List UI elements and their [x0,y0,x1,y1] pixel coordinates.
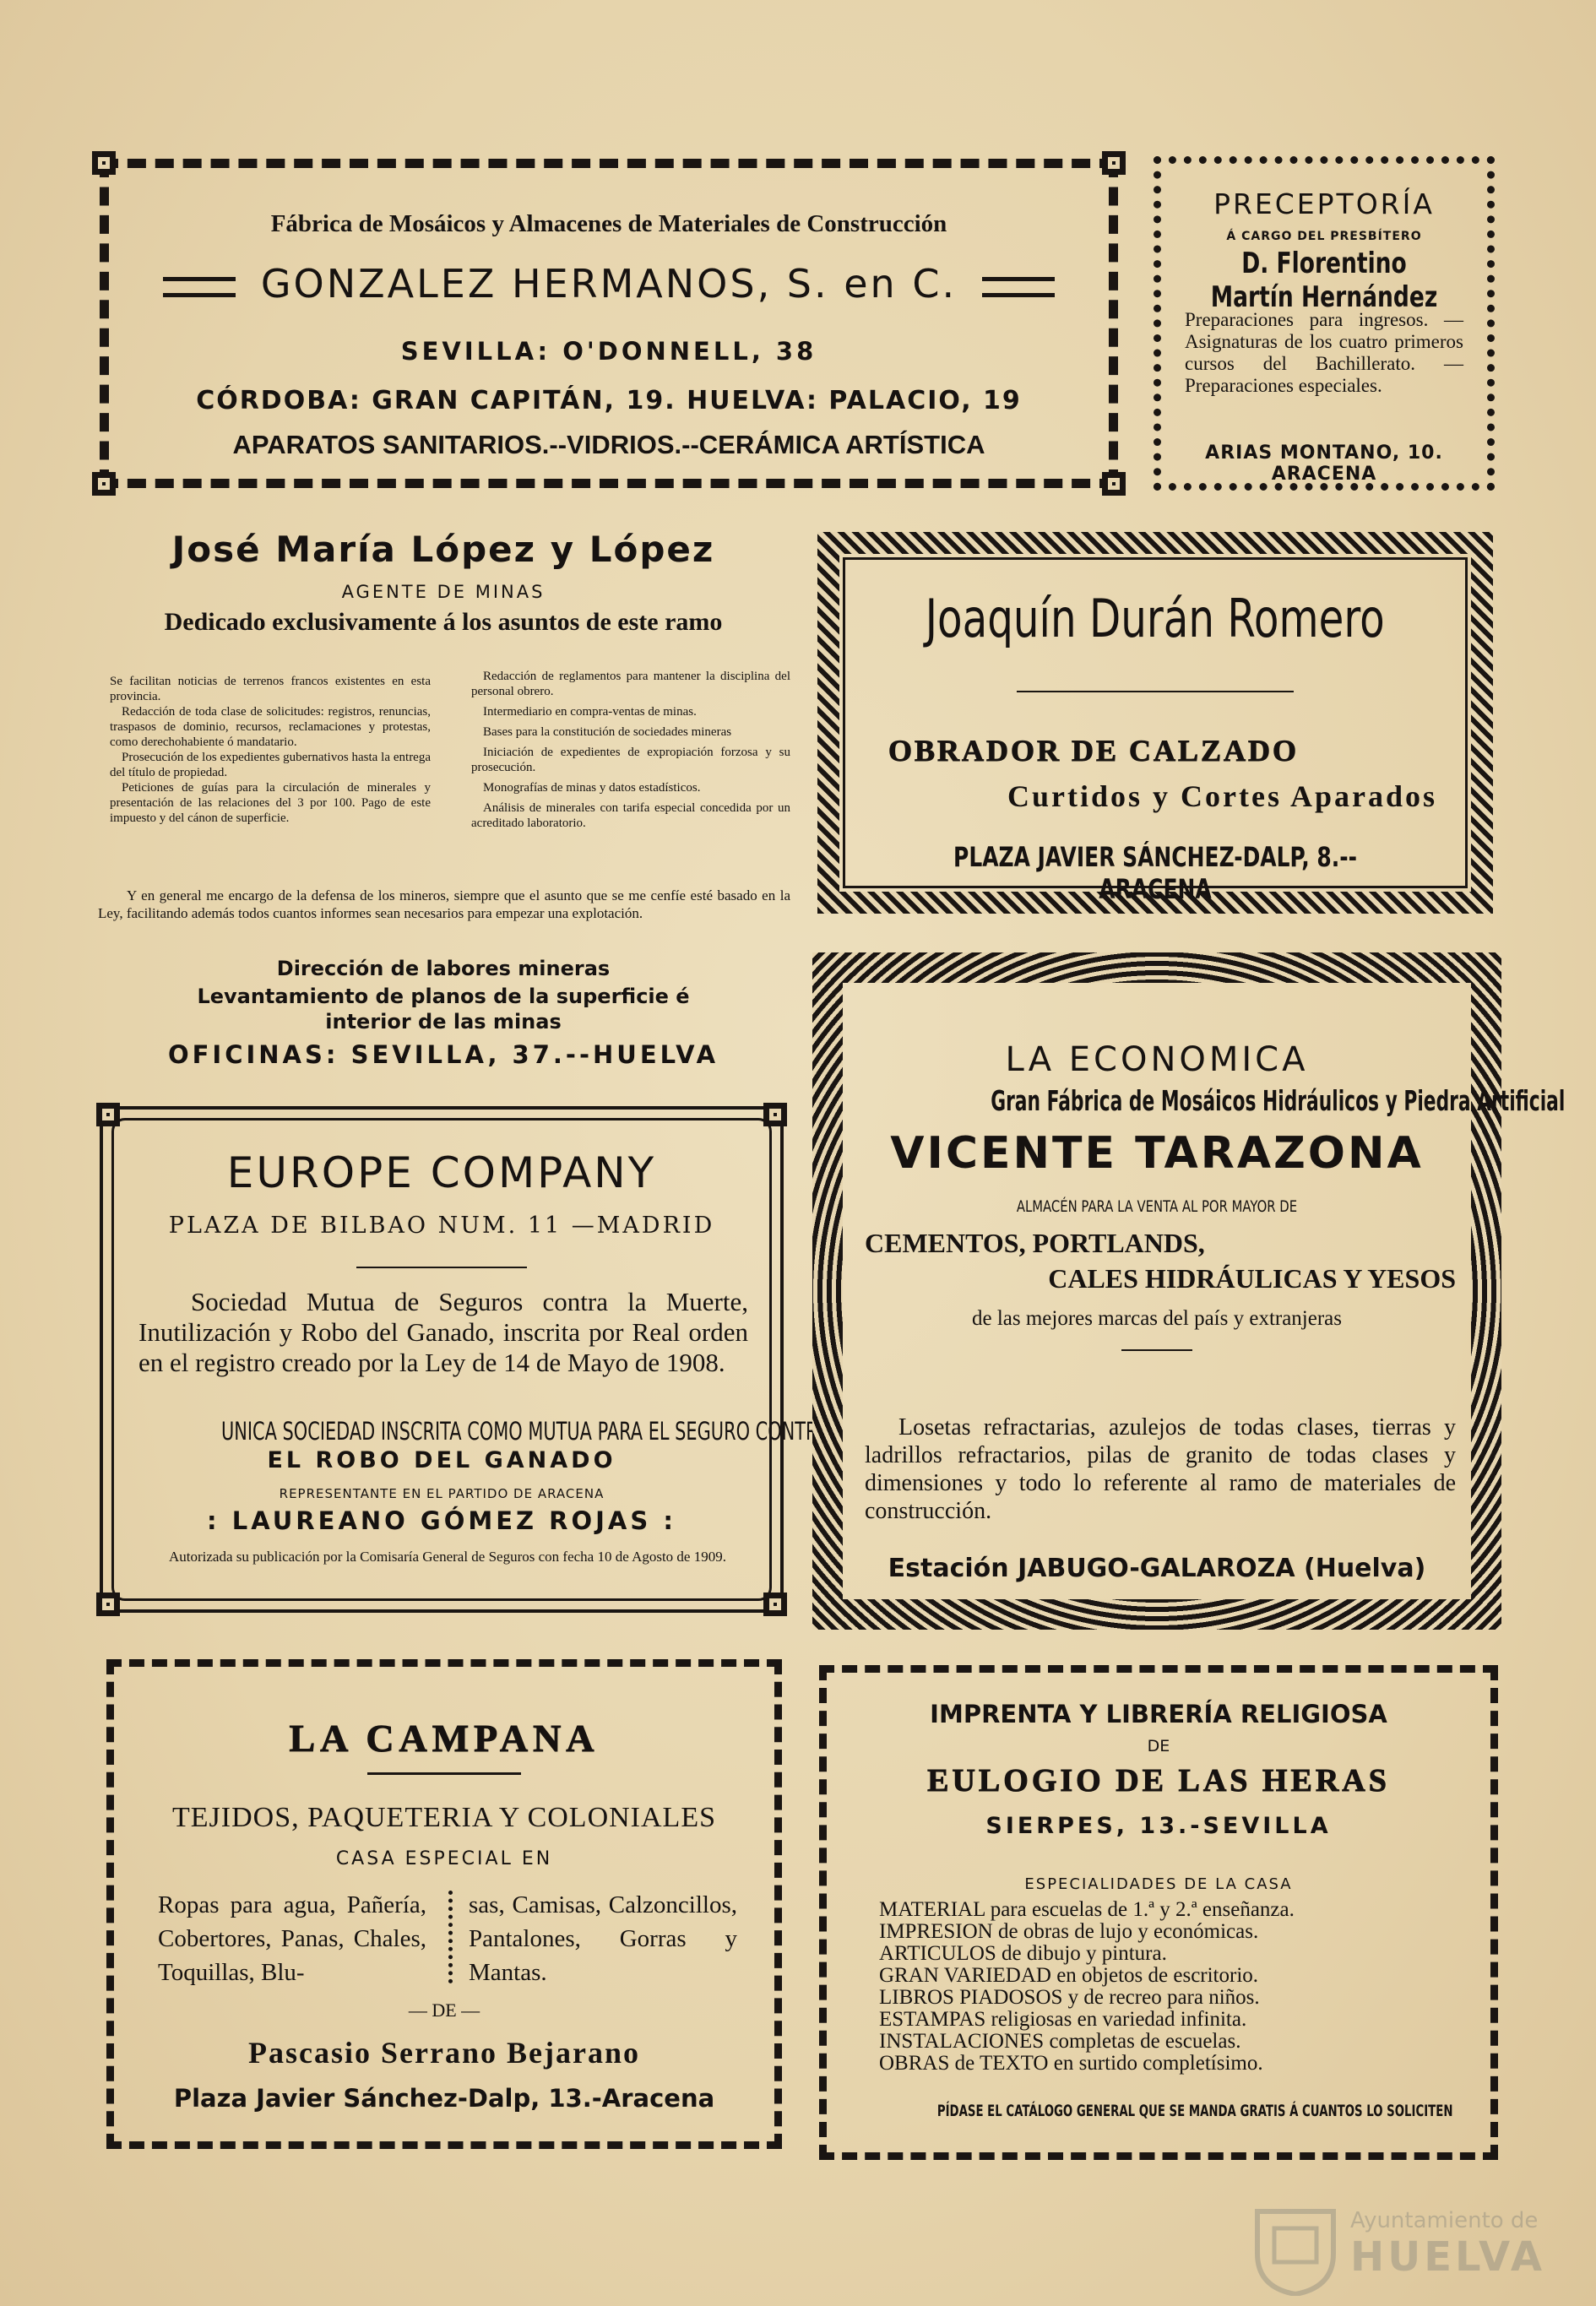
ornament-corner [763,1592,787,1616]
economica-name: VICENTE TARAZONA [890,1128,1424,1179]
imprenta-item: OBRAS de TEXTO en surtido completísimo. [879,2052,1263,2075]
duran-products: Curtidos y Cortes Aparados [1007,779,1437,813]
campana-de-text: DE [432,1999,457,2021]
watermark-line2: HUELVA [1350,2233,1545,2281]
double-bar-ornament [982,277,1055,297]
ornament-corner [763,1103,787,1126]
lopez-line-a: Dirección de labores mineras [276,957,611,980]
preceptoria-subtitle: Á CARGO DEL PRESBÍTERO [1226,230,1422,243]
ornament-corner [92,151,116,175]
imprenta-items [879,1899,1457,2075]
campana-address: Plaza Javier Sánchez-Dalp, 13.-Aracena [173,2084,715,2113]
double-bar-ornament [163,277,236,297]
lopez-name: José María López y López [171,529,715,570]
preceptoria-title: PRECEPTORÍA [1213,187,1435,220]
economica-body: Losetas refractarias, azulejos de todas clases, tierras y ladrillos refractarios, pilas de granito de todas clases y dimensiones y todo lo referente al ramo de materiales de construcción. [865,1414,1456,1524]
ornament-rule [1017,691,1294,692]
ad-imprenta-libreria [819,1665,1498,2160]
imprenta-esp: ESPECIALIDADES DE LA CASA [1024,1875,1293,1893]
europe-title: EUROPE COMPANY [226,1148,657,1197]
campana-col2: sas, Camisas, Calzoncillos, Pantalones, Gorras y Mantas. [469,1891,737,1986]
europe-authorized: Autorizada su publicación por la Comisaría General de Seguros con fecha 10 de Agosto de 1909. [169,1549,726,1565]
lopez-col1-item: Redacción de toda clase de solicitudes: registros, renuncias, traspasos de dominio, recursos, reclamaciones y protestas, como derechohabiente ó mandatario. [110,705,431,749]
crest-icon [1249,2203,1342,2296]
europe-rep: REPRESENTANTE EN EL PARTIDO DE ARACENA [279,1486,605,1501]
imprenta-item: ESTAMPAS religiosas en variedad infinita. [879,2008,1247,2031]
economica-cementos: CEMENTOS, PORTLANDS, [865,1228,1205,1258]
ornament-corner [1102,472,1126,496]
imprenta-item: IMPRESION de obras de lujo y económicas. [879,1920,1259,1943]
ornament-rule [356,1267,527,1268]
ornament-corner [96,1103,120,1126]
imprenta-name: EULOGIO DE LAS HERAS [927,1763,1390,1799]
ad-la-campana [106,1659,782,2149]
europe-unica-wrap [103,1417,829,1446]
lopez-col2-item: Iniciación de expedientes de expropiación forzosa y su prosecución. [471,746,790,774]
gonzalez-line1: Fábrica de Mosáicos y Almacenes de Materiales de Construcción [270,210,947,237]
gonzalez-name: GONZALEZ HERMANOS, S. en C. [260,261,958,307]
lopez-col2-item: Intermediario en compra-ventas de minas. [483,705,697,719]
lopez-line-b: Levantamiento de planos de la superficie é interior de las minas [197,985,690,1034]
preceptoria-address: ARIAS MONTANO, 10. ARACENA [1205,442,1443,485]
ornament-corner [92,472,116,496]
europe-address: PLAZA DE BILBAO NUM. 11 —MADRID [168,1213,715,1239]
economica-subtitle: Gran Fábrica de Mosáicos Hidráulicos y Piedra Artificial [991,1084,1566,1117]
duran-address-wrap [839,841,1471,905]
ornament-corner [96,1592,120,1616]
ad-europe-company [100,1106,829,1613]
imprenta-item: ARTICULOS de dibujo y pintura. [879,1942,1167,1965]
watermark [1350,2208,1545,2281]
preceptoria-body: Preparaciones para ingresos. — Asignaturas de los cuatro primeros cursos del Bachillerato. — Preparaciones especiales. [1185,309,1463,396]
watermark-line1: Ayuntamiento de [1350,2208,1539,2233]
gonzalez-products: APARATOS SANITARIOS.--VIDRIOS.--CERÁMICA ARTÍSTICA [232,430,985,459]
ornament-corner [1102,151,1126,175]
lopez-col2-item: Bases para la constitución de sociedades mineras [483,725,732,739]
economica-almacen-wrap [843,1197,1471,1216]
lopez-col2-item: Monografías de minas y datos estadísticos. [483,781,701,795]
duran-business: OBRADOR DE CALZADO [888,734,1300,768]
gonzalez-sevilla: SEVILLA: O'DONNELL, 38 [400,337,817,366]
lopez-col2 [471,669,790,831]
ornament-rule [1121,1349,1192,1351]
duran-name-wrap [839,588,1471,649]
economica-station: Estación JABUGO-GALAROZA (Huelva) [888,1554,1426,1583]
lopez-tagline: Dedicado exclusivamente á los asuntos de este ramo [164,608,723,636]
lopez-col1 [110,674,431,826]
ad-duran-romero [817,532,1493,914]
europe-rep-name: : LAUREANO GÓMEZ ROJAS : [207,1506,676,1535]
ad-preceptoria [1154,156,1495,491]
europe-unica: UNICA SOCIEDAD INSCRITA COMO MUTUA PARA EL SEGURO CONTRA [220,1417,829,1446]
lopez-col1-item: Peticiones de guías para la circulación de minerales y presentación de las relaciones del 3 por 100. Pago de este impuesto y del cánon de superficie. [110,781,431,825]
economica-cales: CALES HIDRÁULICAS Y YESOS [1048,1263,1456,1294]
gonzalez-name-row [109,261,1109,307]
europe-body: Sociedad Mutua de Seguros contra la Muerte, Inutilización y Robo del Ganado, inscrita por Real orden en el registro creado por la Ley de 14 de Mayo de 1908. [138,1287,748,1377]
campana-title: LA CAMPANA [289,1717,600,1760]
ornament-rule [367,1772,521,1775]
imprenta-title: IMPRENTA Y LIBRERÍA RELIGIOSA [930,1700,1387,1728]
campana-de: — DE — [408,1999,480,2021]
lopez-col1-item: Se facilitan noticias de terrenos francos existentes en esta provincia. [110,675,431,703]
europe-robo: EL ROBO DEL GANADO [267,1447,616,1473]
campana-owner: Pascasio Serrano Bejarano [248,2036,640,2070]
preceptoria-name-wrap [1161,247,1487,314]
lopez-col1-item: Prosecución de los expedientes gubernativos hasta la entrega del título de propiedad. [110,751,431,779]
economica-almacen: ALMACÉN PARA LA VENTA AL POR MAYOR DE [1016,1197,1298,1216]
lopez-col2-item: Redacción de reglamentos para mantener la disciplina del personal obrero. [471,670,790,698]
campana-col1: Ropas para agua, Pañería, Cobertores, Panas, Chales, Toquillas, Blu- [158,1891,426,1986]
lopez-general: Y en general me encargo de la defensa de los mineros, siempre que el asunto que se me cenfíe esté basado en la Ley, facilitando además todos cuantos informes sean necesarios para empezar una explotación. [98,887,790,921]
ad-la-economica [812,952,1566,1630]
imprenta-item: MATERIAL para escuelas de 1.ª y 2.ª enseñanza. [879,1898,1295,1921]
duran-address: PLAZA JAVIER SÁNCHEZ-DALP, 8.--ARACENA [953,841,1357,905]
campana-subtitle: TEJIDOS, PAQUETERIA Y COLONIALES [172,1802,716,1833]
imprenta-de: DE [1147,1737,1170,1755]
lopez-offices: OFICINAS: SEVILLA, 37.--HUELVA [167,1040,719,1069]
campana-especial: CASA ESPECIAL EN [335,1848,553,1869]
gonzalez-cordoba: CÓRDOBA: GRAN CAPITÁN, 19. HUELVA: PALACIO, 19 [196,386,1022,415]
economica-marcas: de las mejores marcas del país y extranjeras [971,1307,1342,1330]
duran-name: Joaquín Durán Romero [925,588,1385,649]
economica-title: LA ECONOMICA [1005,1040,1309,1079]
column-divider [448,1891,453,1983]
lopez-role: AGENTE DE MINAS [341,582,546,602]
preceptoria-name: D. Florentino Martín Hernández [1210,247,1438,314]
imprenta-catalog: PÍDASE EL CATÁLOGO GENERAL QUE SE MANDA GRATIS Á CUANTOS LO SOLICITEN [936,2102,1453,2120]
imprenta-item: INSTALACIONES completas de escuelas. [879,2030,1241,2053]
ad-gonzalez-hermanos [100,159,1118,488]
imprenta-catalog-wrap [827,2102,1490,2120]
ad-lopez [93,524,794,1072]
imprenta-item: LIBROS PIADOSOS y de recreo para niños. [879,1986,1260,2009]
imprenta-item: GRAN VARIEDAD en objetos de escritorio. [879,1964,1259,1987]
economica-subtitle-wrap [843,1084,1566,1117]
lopez-col2-item: Análisis de minerales con tarifa especial concedida por un acreditado laboratorio. [471,801,790,830]
imprenta-address: SIERPES, 13.-SEVILLA [985,1813,1332,1839]
